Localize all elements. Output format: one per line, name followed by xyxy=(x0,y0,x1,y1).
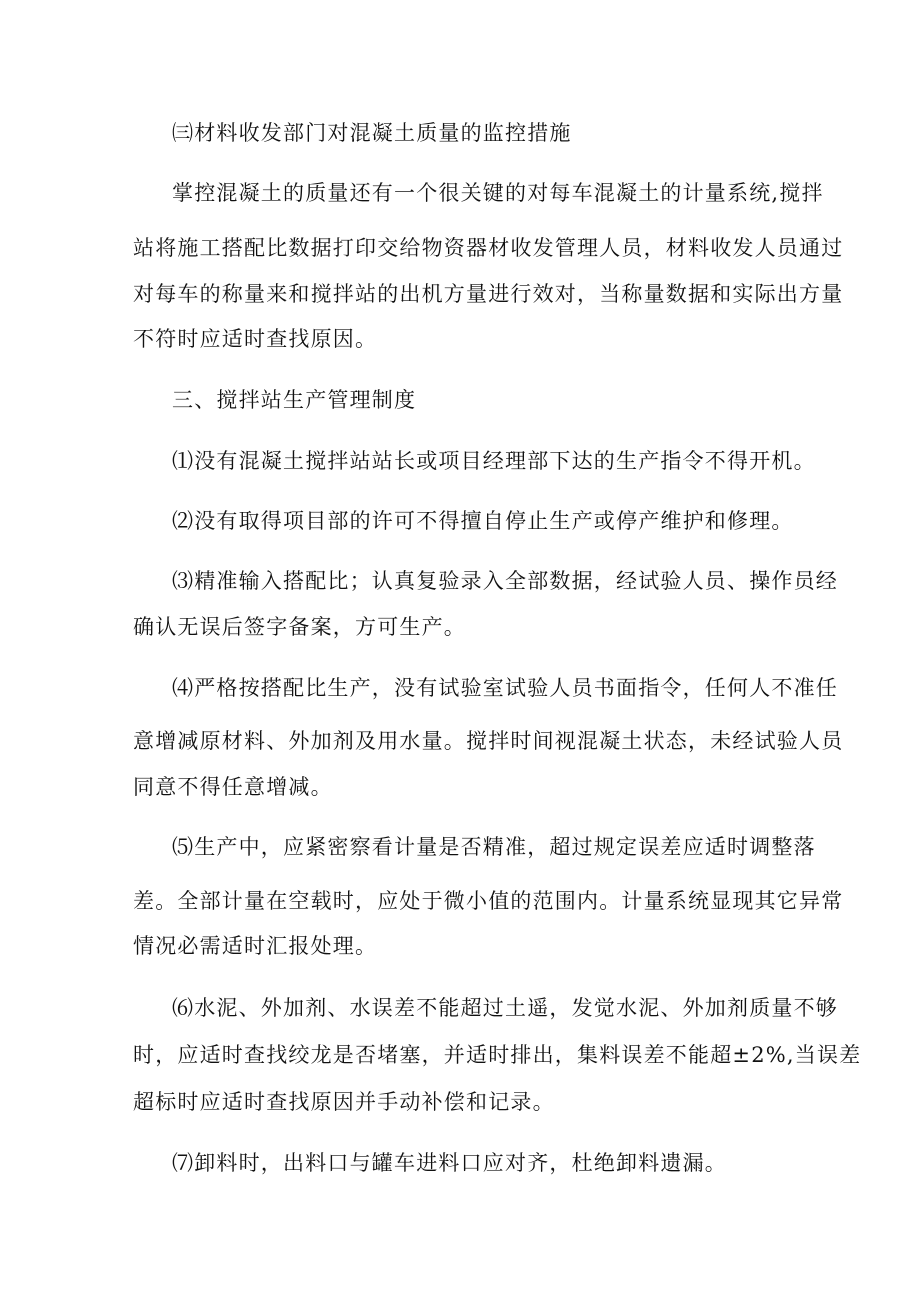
rule-item-1: ⑴没有混凝土搅拌站站长或项目经理部下达的生产指令不得开机。 xyxy=(172,449,816,473)
paragraph-line: 对每车的称量来和搅拌站的出机方量进行效对，当称量数据和实际出方量 xyxy=(133,282,844,306)
paragraph-line: 掌控混凝土的质量还有一个很关键的对每车混凝土的计量系统,搅拌 xyxy=(172,181,824,205)
rule-item-7: ⑺卸料时，出料口与罐车进料口应对齐，杜绝卸料遗漏。 xyxy=(172,1151,727,1175)
paragraph-line: 不符时应适时查找原因。 xyxy=(133,327,378,351)
section-heading-production-rules: 三、搅拌站生产管理制度 xyxy=(172,388,417,412)
rule-item-2: ⑵没有取得项目部的许可不得擅自停止生产或停产维护和修理。 xyxy=(172,509,794,533)
section-heading-material-monitoring: ㈢材料收发部门对混凝土质量的监控措施 xyxy=(172,121,572,145)
paragraph-line: 站将施工搭配比数据打印交给物资器材收发管理人员，材料收发人员通过 xyxy=(133,236,844,260)
paragraph-line: 确认无误后签字备案，方可生产。 xyxy=(133,615,466,639)
paragraph-line: 意增减原材料、外加剂及用水量。搅拌时间视混凝土状态，未经试验人员 xyxy=(133,729,844,753)
rule-item-3: ⑶精准输入搭配比；认真复验录入全部数据，经试验人员、操作员经 xyxy=(172,569,838,593)
paragraph-line: 情况必需适时汇报处理。 xyxy=(133,934,378,958)
paragraph-line: 同意不得任意增减。 xyxy=(133,775,333,799)
rule-item-6: ⑹水泥、外加剂、水误差不能超过土遥，发觉水泥、外加剂质量不够 xyxy=(172,996,838,1020)
paragraph-line: 时，应适时查找绞龙是否堵塞，并适时排出，集料误差不能超±2%,当误差 xyxy=(133,1043,862,1067)
paragraph-line: 超标时应适时查找原因并手动补偿和记录。 xyxy=(133,1090,555,1114)
rule-item-4: ⑷严格按搭配比生产，没有试验室试验人员书面指令，任何人不准任 xyxy=(172,676,838,700)
paragraph-line: 差。全部计量在空载时，应处于微小值的范围内。计量系统显现其它异常 xyxy=(133,889,844,913)
rule-item-5: ⑸生产中，应紧密察看计量是否精准，超过规定误差应适时调整落 xyxy=(172,835,816,859)
